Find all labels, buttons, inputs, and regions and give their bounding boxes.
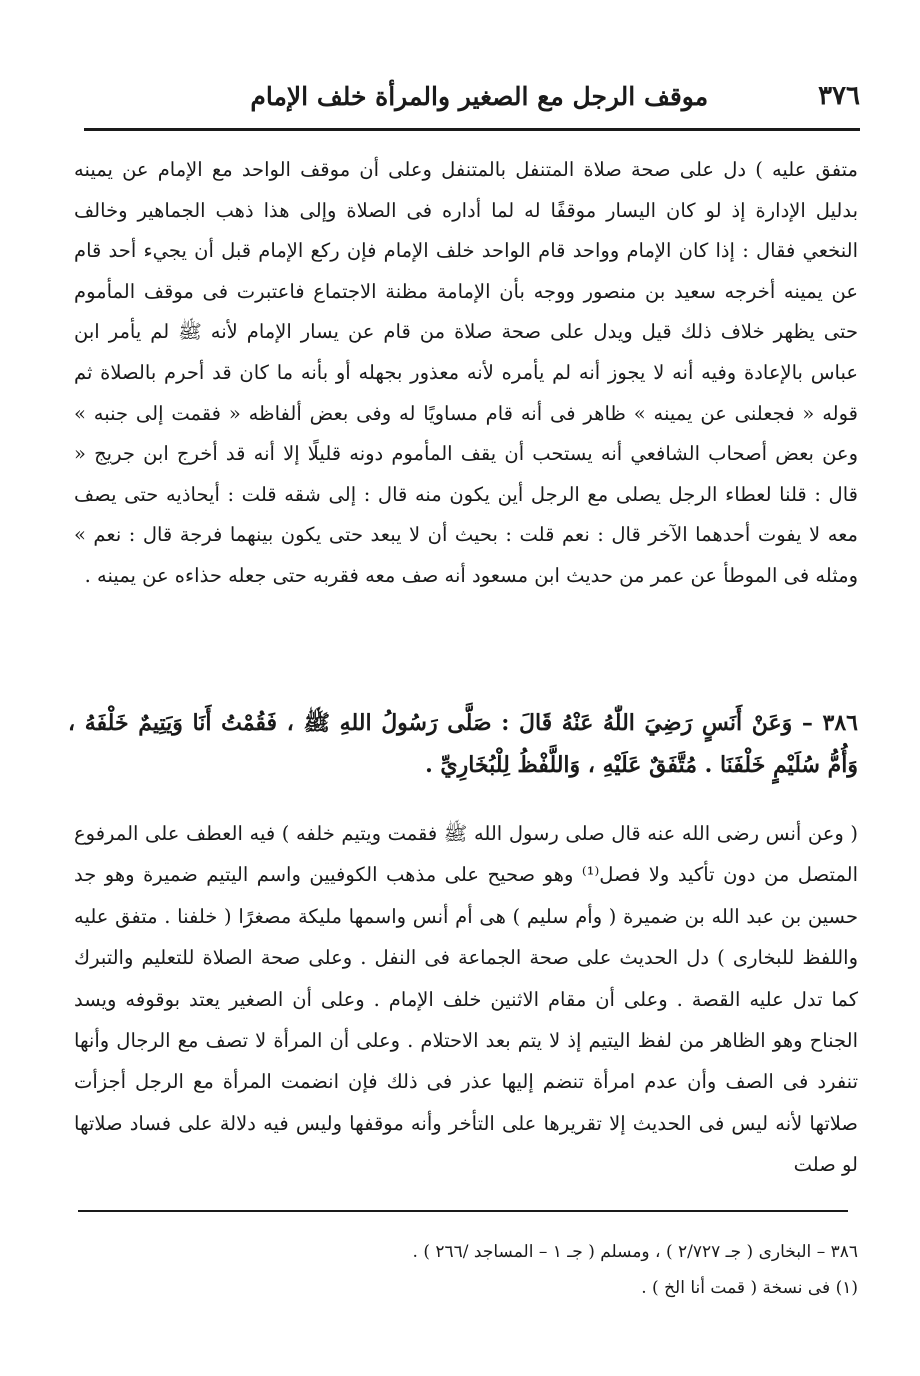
- header-rule: [84, 128, 860, 131]
- hadith-text: ٣٨٦ – وَعَنْ أَنَسٍ رَضِيَ اللّٰهُ عَنْهُ قَالَ : صَلَّى رَسُولُ اللهِ ﷺ ، فَقُمْتُ أَنَا وَيَتِيمٌ خَلْفَهُ ، وَأُمُّ سُلَيْمٍ خَلْفَنَا . مُتَّفَقٌ عَلَيْهِ ، وَاللَّفْظُ لِلْبُخَارِيِّ .: [68, 710, 858, 778]
- commentary-paragraph: ( وعن أنس رضى الله عنه قال صلى رسول الله ﷺ فقمت ويتيم خلفه ) فيه العطف على المرفوع المتصل من دون تأكيد ولا فصل⁽¹⁾ وهو صحيح على مذهب الكوفيين واسم اليتيم ضميرة وهو جد حسين بن عبد الله بن ضميرة ( وأم سليم ) هى أم أنس واسمها مليكة مصغرًا ( خلفنا . متفق عليه واللفظ للبخارى ) دل الحديث على صحة الجماعة فى النفل . وعلى صحة الصلاة للتعليم والتبرك كما تدل عليه القصة . وعلى أن مقام الاثنين خلف الإمام . وعلى أن الصغير يعتد بوقوفه ويسد الجناح وهو الظاهر من لفظ اليتيم إذ لا يتم بعد الاحتلام . وعلى أن المرأة لا تصف مع الرجال وأنها تنفرد فى الصف وأن عدم امرأة تنضم إليها عذر فى ذلك فإن انضمت المرأة مع الرجل أجزأت صلاتها لأنه ليس فى الحديث إلا تقريرها على التأخر وأنه موقفها وليس فيه دلالة على فساد صلاتها لو صلت: [74, 822, 859, 1177]
- footnote-variant: (١) فى نسخة ( قمت أنا الخ ) .: [641, 1278, 858, 1298]
- page-number: ٣٧٦: [818, 81, 860, 111]
- commentary-paragraph: متفق عليه ) دل على صحة صلاة المتنفل بالمتنفل وعلى أن موقف الواحد مع الإمام عن يمينه بدليل الإدارة إذ لو كان اليسار موقفًا له لما أداره فى الصلاة وإلى هذا ذهب الجماهير وخالف النخعي فقال : إذا كان الإمام وواحد قام الواحد خلف الإمام فإن ركع الإمام قبل أن يجيء أحد قام عن يمينه أخرجه سعيد بن منصور ووجه بأن الإمامة مظنة الاجتماع فاعتبرت فى موقف المأموم حتى يظهر خلاف ذلك قيل ويدل على صحة صلاة من قام عن يسار الإمام لأنه ﷺ لم يأمر ابن عباس بالإعادة وفيه أنه لا يجوز أنه لم يأمره لأنه معذور بجهله أو بأنه ما كان قد أحرم بالصلاة ثم قوله « فجعلنى عن يمينه » ظاهر فى أنه قام مساويًا له وفى بعض ألفاظه « فقمت إلى جنبه » وعن بعض أصحاب الشافعي أنه يستحب أن يقف المأموم دونه قليلًا إلا أنه قد أخرج ابن جريج « قال : قلنا لعطاء الرجل يصلى مع الرجل أين يكون منه قال : إلى شقه قلت : أيحاذيه حتى يصف معه لا يفوت أحدهما الآخر قال : نعم قلت : بحيث أن لا يبعد حتى يكون بينهما فرجة قال : نعم » ومثله فى الموطأ عن عمر من حديث ابن مسعود أنه صف معه فقربه حتى جعله حذاءه عن يمينه .: [74, 158, 858, 587]
- running-title: موقف الرجل مع الصغير والمرأة خلف الإمام: [250, 81, 709, 111]
- footnote-source: ٣٨٦ – البخارى ( جـ ٢/٧٢٧ ) ، ومسلم ( جـ ١ – المساجد /٢٦٦ ) .: [412, 1242, 858, 1262]
- page-header: [82, 68, 860, 124]
- footnote-rule: [78, 1210, 848, 1212]
- footnotes: [250, 1234, 858, 1306]
